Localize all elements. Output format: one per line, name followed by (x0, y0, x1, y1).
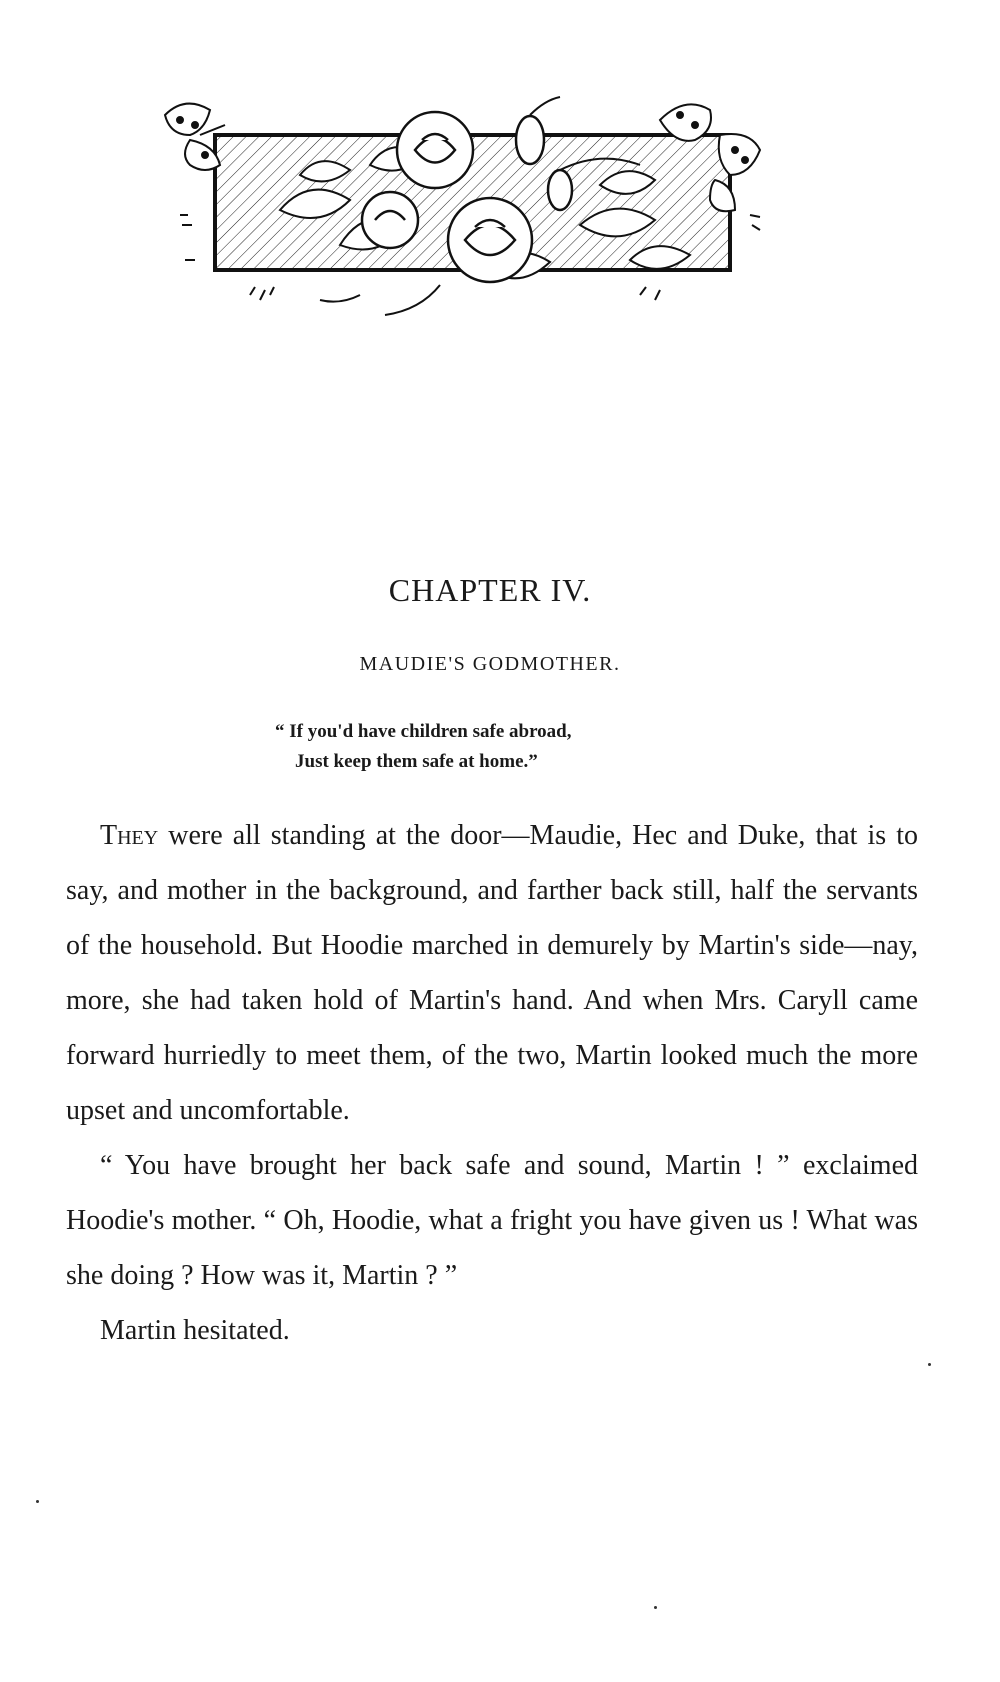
print-speck (654, 1606, 657, 1609)
paragraph-3: Martin hesitated. (100, 1315, 290, 1346)
rose-ornament-illustration (160, 95, 780, 325)
paragraph-1-text: were all standing at the door—Maudie, Hec and Duke, that is to say, and mother in the background, and farther back still, half the servants of the household. But Hoodie marched in demurely by Martin's side—nay, more, she had taken hold of Martin's hand. And when Mrs. Caryll came forward hurriedly to meet them, of the two, Martin looked much the more upset and uncomfortable. (66, 820, 918, 1126)
paragraph-1-lead: They (100, 820, 159, 851)
epigraph-line-1: “ If you'd have children safe abroad, (275, 721, 572, 742)
print-speck (928, 1363, 931, 1366)
print-speck (36, 1500, 39, 1503)
epigraph (275, 717, 735, 777)
epigraph-line-2: Just keep them safe at home.” (295, 751, 538, 772)
chapter-subtitle: MAUDIE'S GODMOTHER. (359, 653, 621, 675)
paragraph-1 (66, 808, 918, 1138)
chapter-title: CHAPTER IV. (388, 572, 592, 608)
chapter-body (66, 808, 918, 1358)
paragraph-2: “ You have brought her back safe and sound, Martin ! ” exclaimed Hoodie's mother. “ Oh, Hoodie, what a fright you have given us ! What was she doing ? How was it, Martin ? ” (66, 1150, 918, 1291)
